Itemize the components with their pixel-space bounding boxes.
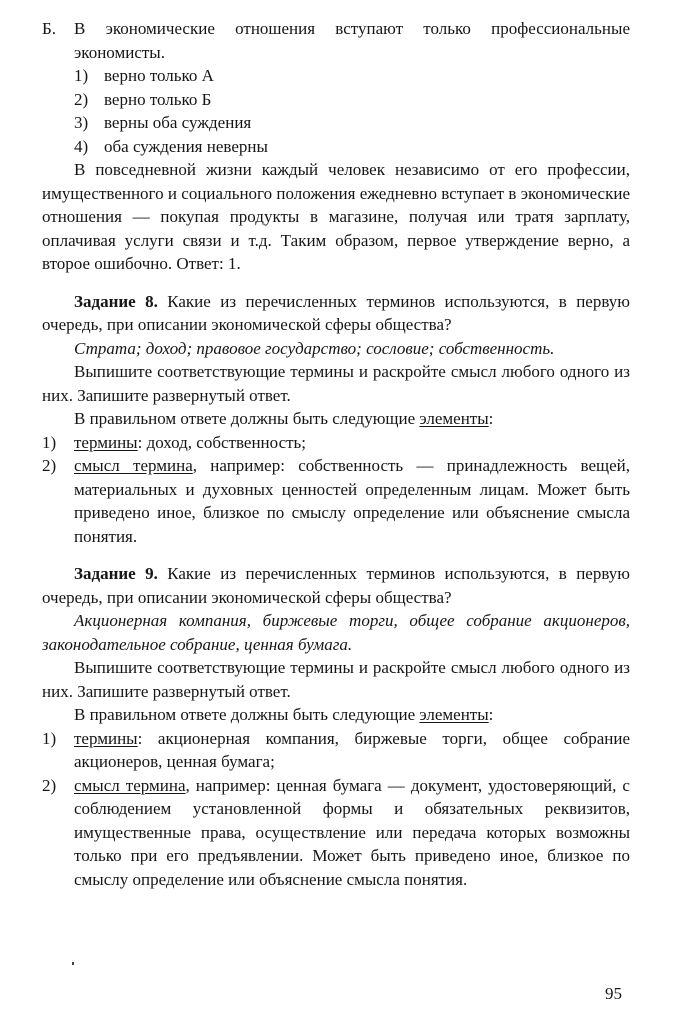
explanation-paragraph: В повседневной жизни каждый человек независимо от его профессии, имущественного и социального положения ежедневно вступает в экономические отношения — покупая продукты в магазине, получая или тратя зарплату, оплачивая услуги связи и т.д. Таким образом, первое утверждение верно, а второе ошибочно. Ответ: 1. xyxy=(42,160,630,273)
task8-label: Задание 8. xyxy=(74,291,158,311)
task8-instruction: Выпишите соответствующие термины и раскройте смысл любого одного из них. Запишите развернутый ответ. xyxy=(42,362,630,405)
task8-terms: Страта; доход; правовое государство; сословие; собственность. xyxy=(74,338,555,358)
task9-question xyxy=(42,562,630,609)
item-b-label: Б. xyxy=(42,19,57,38)
item-b xyxy=(42,17,630,64)
option-number: 4) xyxy=(74,136,89,156)
item-b-text: В экономические отношения вступают только профессиональные экономисты. xyxy=(74,19,630,62)
task8-answer-item-1 xyxy=(42,431,630,455)
task8-question xyxy=(42,290,630,337)
option-text: верно только А xyxy=(104,66,214,85)
elements-word: элементы xyxy=(419,409,489,428)
page-content xyxy=(42,17,630,891)
task9-answer-item-1 xyxy=(42,727,630,774)
list-number: 1) xyxy=(42,432,57,452)
option-4 xyxy=(42,135,630,159)
list-text: термины: акционерная компания, биржевые торги, общее собрание акционеров, ценная бумага; xyxy=(74,728,630,771)
task9-answer-item-2 xyxy=(42,774,630,892)
task8-answer-intro: В правильном ответе должны быть следующие элементы: xyxy=(74,409,494,428)
option-2 xyxy=(42,88,630,112)
page-number: 95 xyxy=(605,984,622,1003)
list-text: смысл термина, например: ценная бумага — документ, удостоверяющий, с соблюдением установленной формы и обязательных реквизитов, имущественные права, осуществление или передача которых возможны только при его предъявлении. Может быть приведено иное, близкое по смыслу определение или объяснение смысла понятия. xyxy=(74,775,630,889)
option-text: верны оба суждения xyxy=(104,113,252,132)
elements-word: элементы xyxy=(419,705,489,724)
option-text: верно только Б xyxy=(104,89,212,109)
task9-answer-intro: В правильном ответе должны быть следующие элементы: xyxy=(74,705,494,724)
task9-instruction: Выпишите соответствующие термины и раскройте смысл любого одного из них. Запишите развернутый ответ. xyxy=(42,658,630,701)
list-number: 2) xyxy=(42,775,57,795)
task9-terms: Акционерная компания, биржевые торги, общее собрание акционеров, законодательное собрание, ценная бумага. xyxy=(42,611,630,654)
option-1 xyxy=(42,64,630,88)
list-text: термины: доход, собственность; xyxy=(74,432,307,452)
task8-question-text: Какие из перечисленных терминов используются, в первую очередь, при описании экономической сферы общества? xyxy=(42,291,630,334)
task8-answer-item-2 xyxy=(42,454,630,548)
option-number: 1) xyxy=(74,66,89,85)
option-number: 2) xyxy=(74,89,89,109)
list-text: смысл термина, например: собственность — принадлежность вещей, материальных и духовных ценностей определенным лицам. Может быть приведено иное, близкое по смыслу определение или объяснение смысла понятия. xyxy=(74,456,630,546)
task9-label: Задание 9. xyxy=(74,564,158,583)
option-text: оба суждения неверны xyxy=(104,136,268,156)
list-number: 2) xyxy=(42,456,57,475)
task9-question-text: Какие из перечисленных терминов используются, в первую очередь, при описании экономической сферы общества? xyxy=(42,564,630,607)
option-3 xyxy=(42,111,630,135)
scan-speck xyxy=(72,962,74,965)
list-number: 1) xyxy=(42,728,57,748)
option-number: 3) xyxy=(74,113,89,132)
